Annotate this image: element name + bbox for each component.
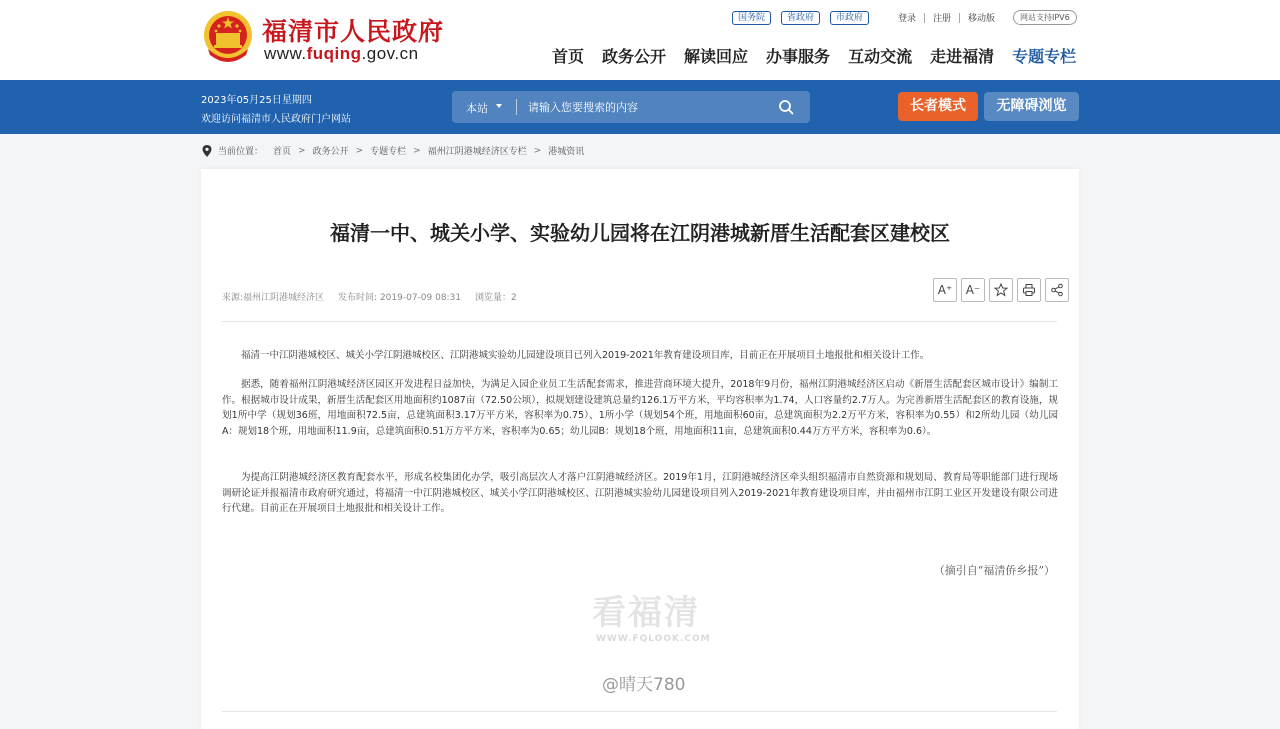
nav-special-topics[interactable]: 专题专栏 xyxy=(1012,47,1077,66)
link-city-gov[interactable]: 市政府 xyxy=(830,11,869,25)
breadcrumb-home[interactable]: 首页 xyxy=(273,147,292,157)
site-url xyxy=(264,44,419,64)
mobile-version-link[interactable]: 移动版 xyxy=(968,14,996,24)
search-scope-select[interactable]: 本站 xyxy=(466,102,488,115)
site-name[interactable]: 福清市人民政府 xyxy=(262,17,445,46)
favorite-button[interactable] xyxy=(989,278,1013,302)
url-domain: fuqing xyxy=(306,44,362,63)
divider xyxy=(924,13,925,23)
breadcrumb-separator: > xyxy=(298,145,306,156)
search-box xyxy=(452,91,810,123)
register-link[interactable]: 注册 xyxy=(933,14,952,24)
main-nav xyxy=(552,44,1076,67)
share-button[interactable] xyxy=(1045,278,1069,302)
font-decrease-label: A⁻ xyxy=(965,283,981,297)
search-input[interactable] xyxy=(528,97,768,117)
breadcrumb-port-news[interactable]: 港城资讯 xyxy=(548,147,585,157)
watermark-url: WWW.FQLOOK.COM xyxy=(596,634,711,644)
user-links xyxy=(898,11,995,24)
article-citation: （摘引自“福清侨乡报”） xyxy=(933,564,1055,577)
login-link[interactable]: 登录 xyxy=(898,14,917,24)
article-publish-time: 发布时间: 2019-07-09 08:31 xyxy=(338,293,462,303)
link-province-gov[interactable]: 省政府 xyxy=(781,11,820,25)
breadcrumb-lead: 当前位置： xyxy=(218,147,264,157)
print-button[interactable] xyxy=(1017,278,1041,302)
search-divider xyxy=(516,99,517,115)
accessible-browse-button[interactable]: 无障碍浏览 xyxy=(984,92,1079,121)
elder-mode-button[interactable]: 长者模式 xyxy=(898,92,978,121)
location-pin-icon xyxy=(202,145,212,157)
article-meta xyxy=(222,290,517,303)
printer-icon xyxy=(1022,283,1036,297)
url-suffix: .gov.cn xyxy=(361,44,419,63)
nav-about-fuqing[interactable]: 走进福清 xyxy=(930,47,995,66)
breadcrumb-separator: > xyxy=(533,145,542,156)
national-emblem-icon xyxy=(202,9,254,65)
nav-interaction[interactable]: 互动交流 xyxy=(848,47,913,66)
watermark-user: @晴天780 xyxy=(602,675,686,695)
article-tools xyxy=(933,278,1069,302)
article-views: 浏览量：2 xyxy=(475,293,517,303)
article-source: 来源:福州江阴港城经济区 xyxy=(222,293,325,303)
nav-gov-affairs[interactable]: 政务公开 xyxy=(602,47,667,66)
current-date: 2023年05月25日星期四 xyxy=(201,95,312,106)
watermark-logo: 看福清 xyxy=(592,593,700,633)
top-links xyxy=(732,11,869,25)
article-divider xyxy=(222,321,1057,322)
star-icon xyxy=(994,283,1008,297)
nav-services[interactable]: 办事服务 xyxy=(766,47,831,66)
breadcrumb-separator: > xyxy=(355,145,364,156)
nav-interpretation[interactable]: 解读回应 xyxy=(684,47,749,66)
search-icon[interactable] xyxy=(778,99,794,115)
site-header xyxy=(0,0,1280,80)
divider xyxy=(959,13,960,23)
article-paragraph: 据悉，随着福州江阴港城经济区园区开发进程日益加快，为满足入园企业员工生活配套需求，推进营商环境大提升，2018年9月份，福州江阴港城经济区启动《新厝生活配套区城市设计》编制工作。根据城市设计成果，新厝生活配套区用地面积约1087亩（72.50公顷），拟规划建设建筑总量约126.1万平方米，平均容积率为1.74，人口容量约2.7万人。为完善新厝生活配套区的教育设施，规划1所中学（规划36班，用地面积72.5亩，总建筑面积3.17万平方米，容积率为0.75）、1所小学（规划54个班，用地面积60亩，总建筑面积为2.2万平方米，容积率为0.55）和2所幼儿园（幼儿园A：规划18个班，用地面积11.9亩，总建筑面积0.51万方平方米，容积率为0.65；幼儿园B：规划18个班，用地面积11亩，总建筑面积0.44万方平方米，容积率为0.6）。 xyxy=(222,379,1058,437)
font-increase-label: A⁺ xyxy=(937,283,953,297)
breadcrumb-separator: > xyxy=(413,145,421,156)
welcome-text: 欢迎访问福清市人民政府门户网站 xyxy=(201,114,351,125)
article-paragraph: 为提高江阴港城经济区教育配套水平，形成名校集团化办学，吸引高层次人才落户江阴港城经济区。2019年1月，江阴港城经济区牵头组织福清市自然资源和规划局、教育局等职能部门进行现场调研论证并报福清市政府研究通过，将福清一中江阴港城校区、城关小学江阴港城校区、江阴港城实验幼儿园建设项目列入2019-2021年教育建设项目库，并由福州市江阴工业区开发建设有限公司进行代建。目前正在开展项目土地报批和相关设计工作。 xyxy=(222,472,1058,514)
article-title: 福清一中、城关小学、实验幼儿园将在江阴港城新厝生活配套区建校区 xyxy=(330,221,950,245)
ipv6-badge: 网站支持IPV6 xyxy=(1013,10,1077,25)
chevron-down-icon[interactable] xyxy=(496,104,502,108)
link-state-council[interactable]: 国务院 xyxy=(732,11,771,25)
article-paragraph: 福清一中江阴港城校区、城关小学江阴港城校区、江阴港城实验幼儿园建设项目已列入2019-2021年教育建设项目库，目前正在开展项目土地报批和相关设计工作。 xyxy=(241,350,930,361)
font-decrease-button[interactable] xyxy=(961,278,985,302)
article-card xyxy=(201,169,1079,729)
share-icon xyxy=(1050,283,1064,297)
breadcrumb xyxy=(202,144,584,157)
breadcrumb-special-topics[interactable]: 专题专栏 xyxy=(370,147,407,157)
article-footer-divider xyxy=(222,711,1057,712)
breadcrumb-jiangyin-column[interactable]: 福州江阴港城经济区专栏 xyxy=(427,147,527,157)
font-increase-button[interactable] xyxy=(933,278,957,302)
url-prefix: www. xyxy=(264,44,307,63)
breadcrumb-gov-affairs[interactable]: 政务公开 xyxy=(312,147,349,157)
nav-home[interactable]: 首页 xyxy=(552,47,585,66)
